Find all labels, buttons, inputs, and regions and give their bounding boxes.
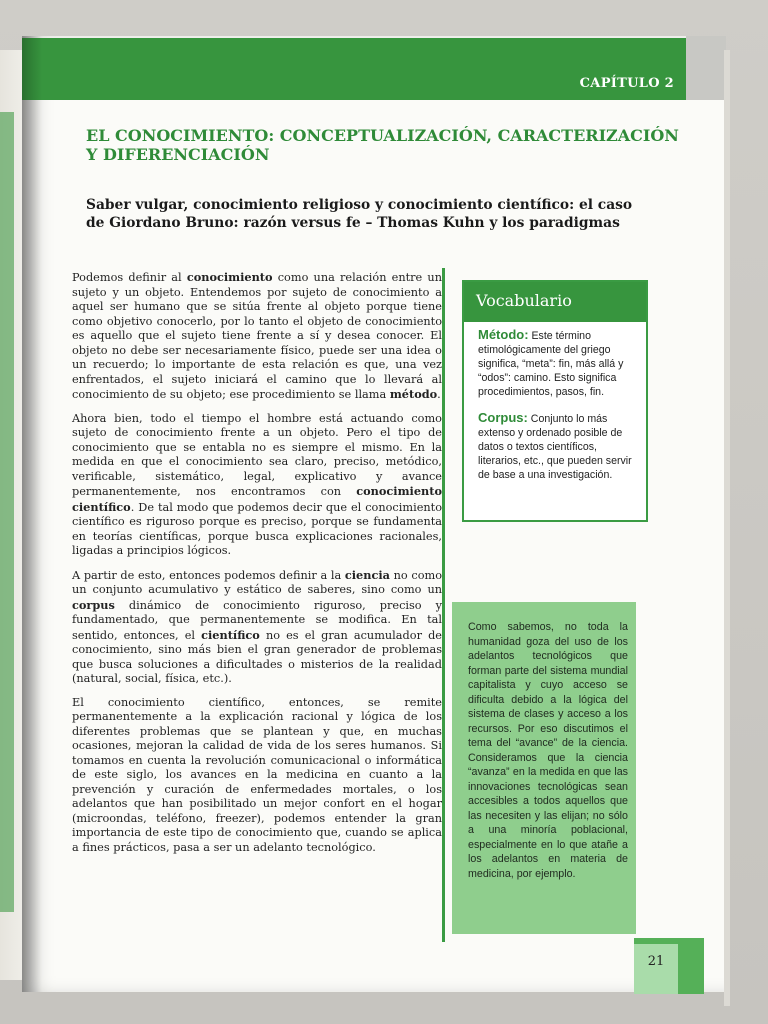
column-divider [442, 268, 445, 942]
paragraph-4: El conocimiento científico, entonces, se remite permanentemente a la explicación racional y lógica de los diferentes problemas que se plantean y que, en muchas ocasiones, mejoran la calidad de vida de los seres humanos. Si tomamos en cuenta la revolución comunicacional o informática de este siglo, los avances en la medicina en cuanto a la prevención y curación de enfermedades mortales, o los adelantos que han posibilitado un mejor confort en el hogar (microondas, teléfono, freezer), podemos entender la gran importancia de este tipo de conocimiento que, cuando se aplica a fines prácticos, pasa a ser un adelanto tecnológico. [72, 695, 442, 854]
page [22, 36, 726, 992]
vocabulary-definition: Conjunto lo más extenso y ordenado posible de datos o textos científicos, literarios, etc., que pueden servir de base a una investigación. [478, 413, 632, 481]
chapter-band-edge [686, 36, 726, 100]
vocabulary-heading: Vocabulario [464, 282, 646, 322]
page-right-edge [724, 50, 730, 1006]
vocabulary-term: Método: [478, 327, 529, 342]
page-subtitle: Saber vulgar, conocimiento religioso y conocimiento científico: el caso de Giordano Bruno: razón versus fe – Thomas Kuhn y los paradigmas [86, 197, 633, 231]
vocabulary-box [462, 280, 648, 522]
left-page-green-strip [0, 112, 14, 912]
paragraph-3: A partir de esto, entonces podemos definir a la ciencia no como un conjunto acumulativo y estático de saberes, sino como un corpus dinámico de conocimiento riguroso, preciso y fundamentado, que permanentemente se modifica. En tal sentido, entonces, el científico no es el gran acumulador de conocimiento, sino más bien el gran generador de problemas que busca soluciones a dificultades o misterios de la realidad (natural, social, física, etc.). [72, 567, 443, 685]
binding-shadow [22, 36, 42, 992]
paragraph-2: Ahora bien, todo el tiempo el hombre está actuando como sujeto de conocimiento frente a un objeto. Pero el tipo de conocimiento que se entabla no es siempre el mismo. En la medida en que el conocimiento sea claro, preciso, metódico, verificable, sistemático, legal, explicativo y avance permanentemente, nos encontramos con conocimiento científico. De tal modo que podemos decir que el conocimiento científico es riguroso porque es preciso, porque se fundamenta en teorías científicas, porque busca explicaciones racionales, ligadas a principios lógicos. [72, 411, 442, 557]
vocabulary-item-corpus [478, 411, 636, 482]
page-title: EL CONOCIMIENTO: CONCEPTUALIZACIÓN, CARACTERIZACIÓN Y DIFERENCIACIÓN [86, 126, 679, 164]
book-spread [0, 22, 726, 972]
vocabulary-body [464, 322, 646, 482]
vocabulary-item-metodo [478, 328, 636, 399]
page-number: 21 [634, 944, 678, 994]
paragraph-1: Podemos definir al conocimiento como una relación entre un sujeto y un objeto. Entendemos por sujeto de conocimiento a aquel ser humano que se sitúa frente al objeto porque tiene como objetivo conocerlo, por lo tanto el objeto de conocimiento es aquello que el sujeto tiene frente a sí y desea conocer. El objeto no debe ser necesariamente físico, puede ser una idea o un recuerdo; lo importante de esta relación es que, una vez enfrentados, el sujeto iniciará el camino que lo llevará al conocimiento de su objeto; ese procedimiento se llama método. [72, 270, 442, 401]
side-note: Como sabemos, no toda la humanidad goza del uso de los adelantos tecnológicos que forman parte del sistema mundial capitalista y cuyo acceso se dificulta debido a la lógica del sistema de clases y acceso a los recursos. Por eso discutimos el tema del “avance” de la ciencia. Consideramos que la ciencia “avanza” en la medida en que las innovaciones tecnológicas sean accesibles a todos aquellos que las necesiten y las elijan; no sólo a una minoría poblacional, especialmente en lo que atañe a los adelantos en materia de medicina, por ejemplo. [452, 602, 636, 934]
vocabulary-term: Corpus: [478, 410, 528, 425]
vocabulary-definition: Este término etimológicamente del griego significa, “meta”: fin, más allá y “odos”: camino. Esto significa procedimientos, pasos, fin. [478, 330, 624, 398]
body-text [72, 270, 442, 864]
chapter-label: CAPÍTULO 2 [579, 76, 674, 91]
